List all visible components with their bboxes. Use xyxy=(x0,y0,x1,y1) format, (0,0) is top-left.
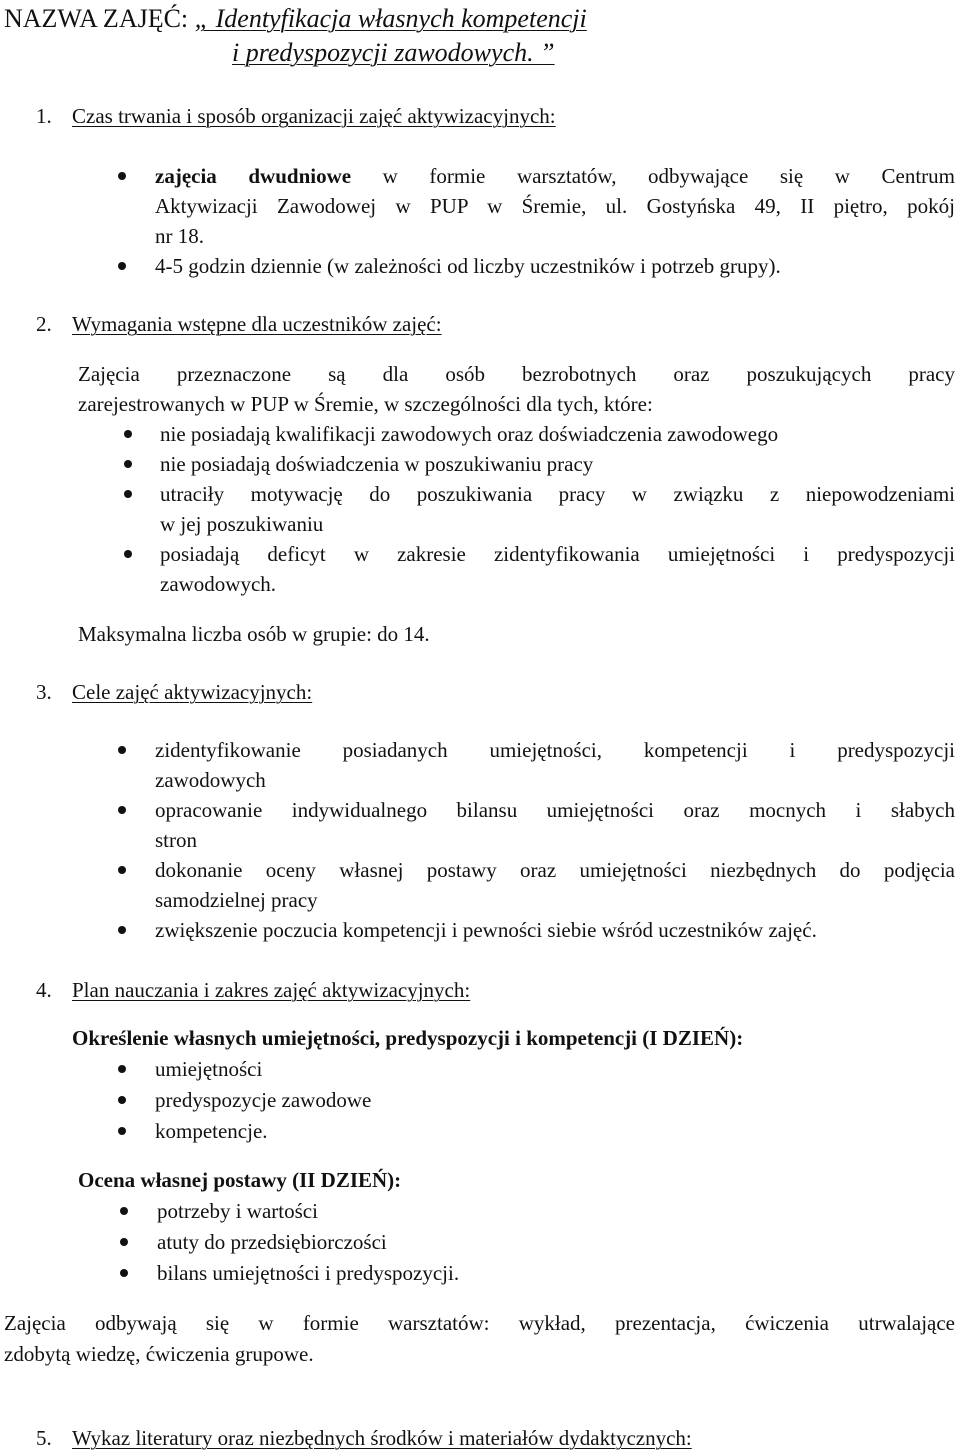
day1-item: umiejętności xyxy=(155,1057,263,1081)
bullet-icon xyxy=(118,1065,126,1073)
bullet-icon xyxy=(118,1127,126,1135)
section2-heading: Wymagania wstępne dla uczestników zajęć: xyxy=(72,312,442,336)
section3-heading: Cele zajęć aktywizacyjnych: xyxy=(72,680,313,704)
summary-line2: zdobytą wiedzę, ćwiczenia grupowe. xyxy=(4,1342,314,1366)
day1-item: kompetencje. xyxy=(155,1119,268,1143)
section2-max-participants: Maksymalna liczba osób w grupie: do 14. xyxy=(78,622,430,646)
day1-heading: Określenie własnych umiejętności, predyspozycji i kompetencji (I DZIEŃ): xyxy=(72,1026,744,1050)
section2-item1: nie posiadają kwalifikacji zawodowych oraz doświadczenia zawodowego xyxy=(160,422,779,446)
section3-item2-line1: opracowanie indywidualnego bilansu umiejętności oraz mocnych i słabych xyxy=(155,798,955,822)
section3-item3-line2: samodzielnej pracy xyxy=(155,888,318,912)
section1-item1-line3: nr 18. xyxy=(155,224,204,248)
bullet-icon xyxy=(118,806,126,814)
section5-heading: Wykaz literatury oraz niezbędnych środków i materiałów dydaktycznych: xyxy=(72,1426,692,1450)
section4-heading: Plan nauczania i zakres zajęć aktywizacyjnych: xyxy=(72,978,471,1002)
section2-item3-line1: utraciły motywację do poszukiwania pracy w związku z niepowodzeniami xyxy=(160,482,955,506)
bullet-icon xyxy=(118,746,126,754)
bullet-icon xyxy=(124,460,132,468)
document-title xyxy=(4,6,587,32)
bullet-icon xyxy=(124,550,132,558)
day1-item: predyspozycje zawodowe xyxy=(155,1088,372,1112)
bullet-icon xyxy=(120,1207,128,1215)
section1-item1-rest: w formie warsztatów, odbywające się w Centrum xyxy=(382,164,956,188)
day2-item: potrzeby i wartości xyxy=(157,1199,318,1223)
section3-item1-line1: zidentyfikowanie posiadanych umiejętności, kompetencji i predyspozycji xyxy=(155,738,955,762)
course-name-line2: i predyspozycji zawodowych. ” xyxy=(232,38,555,67)
section1-item1-line1 xyxy=(155,166,955,187)
bullet-icon xyxy=(118,262,126,270)
bullet-icon xyxy=(124,490,132,498)
section1-item2: 4-5 godzin dziennie (w zależności od liczby uczestników i potrzeb grupy). xyxy=(155,254,781,278)
section2-item4-line2: zawodowych. xyxy=(160,572,277,596)
section2-intro-line2: zarejestrowanych w PUP w Śremie, w szczególności dla tych, które: xyxy=(78,392,653,416)
section3-item3-line1: dokonanie oceny własnej postawy oraz umiejętności niezbędnych do podjęcia xyxy=(155,858,955,882)
bullet-icon xyxy=(120,1269,128,1277)
section3-number: 3. xyxy=(36,680,52,704)
section2-number: 2. xyxy=(36,312,52,336)
section2-item3-line2: w jej poszukiwaniu xyxy=(160,512,324,536)
section2-item2: nie posiadają doświadczenia w poszukiwaniu pracy xyxy=(160,452,594,476)
section1-item1-line2: Aktywizacji Zawodowej w PUP w Śremie, ul. Gostyńska 49, II piętro, pokój xyxy=(155,194,955,218)
section3-item2-line2: stron xyxy=(155,828,197,852)
section4-number: 4. xyxy=(36,978,52,1002)
bullet-icon xyxy=(124,430,132,438)
course-name-line1: „ Identyfikacja własnych kompetencji xyxy=(194,4,587,33)
day2-item: atuty do przedsiębiorczości xyxy=(157,1230,387,1254)
bullet-icon xyxy=(118,866,126,874)
day2-heading: Ocena własnej postawy (II DZIEŃ): xyxy=(78,1168,402,1192)
section1-heading: Czas trwania i sposób organizacji zajęć aktywizacyjnych: xyxy=(72,104,556,128)
section5-number: 5. xyxy=(36,1426,52,1450)
section3-item4: zwiększenie poczucia kompetencji i pewności siebie wśród uczestników zajęć. xyxy=(155,918,817,942)
bullet-icon xyxy=(118,172,126,180)
section3-item1-line2: zawodowych xyxy=(155,768,266,792)
section2-intro-line1: Zajęcia przeznaczone są dla osób bezrobotnych oraz poszukujących pracy xyxy=(78,362,955,386)
section1-number: 1. xyxy=(36,104,52,128)
section1-item1-bold: zajęcia dwudniowe xyxy=(155,164,352,188)
bullet-icon xyxy=(118,926,126,934)
summary-line1: Zajęcia odbywają się w formie warsztatów: wykład, prezentacja, ćwiczenia utrwalające xyxy=(4,1311,955,1335)
bullet-icon xyxy=(118,1096,126,1104)
section2-item4-line1: posiadają deficyt w zakresie zidentyfikowania umiejętności i predyspozycji xyxy=(160,542,955,566)
title-prefix: NAZWA ZAJĘĆ: xyxy=(4,4,189,33)
bullet-icon xyxy=(120,1238,128,1246)
day2-item: bilans umiejętności i predyspozycji. xyxy=(157,1261,460,1285)
